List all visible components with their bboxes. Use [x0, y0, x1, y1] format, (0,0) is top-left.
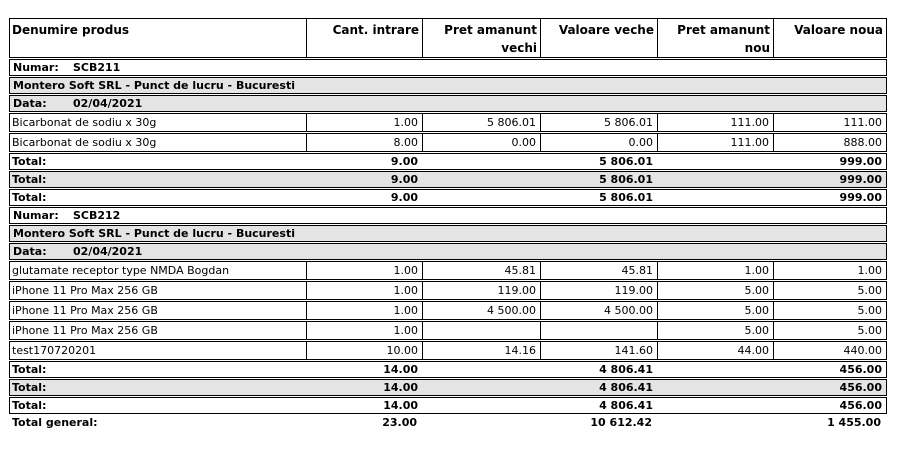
- item-old-value: 45.81: [540, 262, 657, 279]
- item-old-value: 5 806.01: [540, 114, 657, 131]
- item-qty: 1.00: [306, 282, 422, 299]
- total-new-value: 999.00: [839, 191, 882, 204]
- item-old-value: 4 500.00: [540, 302, 657, 319]
- total-qty: 9.00: [390, 155, 418, 168]
- item-new-price: 5.00: [657, 282, 773, 299]
- company-name: Montero Soft SRL - Punct de lucru - Bucuresti: [13, 227, 295, 240]
- table-row: [9, 301, 887, 320]
- table-row: [9, 281, 887, 300]
- total-qty: 14.00: [383, 363, 418, 376]
- doc-date: 02/04/2021: [73, 245, 143, 258]
- table-header: [9, 18, 887, 58]
- item-old-price: 45.81: [422, 262, 540, 279]
- item-new-value: 5.00: [773, 282, 886, 299]
- item-old-value: 119.00: [540, 282, 657, 299]
- total-qty: 9.00: [390, 173, 418, 186]
- date-row: [9, 95, 887, 112]
- date-label: Data:: [13, 245, 47, 258]
- doc-number-label: Numar:: [13, 209, 59, 222]
- item-name: glutamate receptor type NMDA Bogdan: [12, 264, 230, 277]
- item-qty: 8.00: [306, 134, 422, 151]
- total-row: [9, 189, 887, 206]
- item-old-price: [422, 322, 540, 339]
- header-product: Denumire produs: [12, 23, 130, 37]
- item-new-value: 5.00: [773, 322, 886, 339]
- item-old-value: 141.60: [540, 342, 657, 359]
- date-label: Data:: [13, 97, 47, 110]
- total-qty: 9.00: [390, 191, 418, 204]
- total-new-value: 456.00: [839, 399, 882, 412]
- item-new-value: 111.00: [773, 114, 886, 131]
- grand-total-label: Total general:: [12, 416, 98, 429]
- grand-total-qty: 23.00: [382, 416, 417, 429]
- total-qty: 14.00: [383, 381, 418, 394]
- doc-number: SCB212: [73, 209, 121, 222]
- item-qty: 1.00: [306, 302, 422, 319]
- grand-total-new-value: 1 455.00: [827, 416, 881, 429]
- total-label: Total:: [12, 381, 47, 394]
- item-new-price: 1.00: [657, 262, 773, 279]
- doc-date: 02/04/2021: [73, 97, 143, 110]
- item-old-value: 0.00: [540, 134, 657, 151]
- item-new-price: 5.00: [657, 302, 773, 319]
- total-new-value: 999.00: [839, 155, 882, 168]
- total-label: Total:: [12, 399, 47, 412]
- item-new-value: 5.00: [773, 302, 886, 319]
- item-old-price: 119.00: [422, 282, 540, 299]
- total-old-value: 4 806.41: [599, 363, 653, 376]
- doc-number-row: [9, 59, 887, 76]
- total-old-value: 4 806.41: [599, 399, 653, 412]
- item-name: iPhone 11 Pro Max 256 GB: [12, 304, 158, 317]
- doc-number-label: Numar:: [13, 61, 59, 74]
- item-name: iPhone 11 Pro Max 256 GB: [12, 284, 158, 297]
- total-label: Total:: [12, 363, 47, 376]
- header-new-price: Pret amanunt nou: [657, 19, 773, 57]
- header-old-price: Pret amanunt vechi: [422, 19, 540, 57]
- total-label: Total:: [12, 173, 47, 186]
- item-name: iPhone 11 Pro Max 256 GB: [12, 324, 158, 337]
- item-qty: 10.00: [306, 342, 422, 359]
- item-old-value: [540, 322, 657, 339]
- item-name: Bicarbonat de sodiu x 30g: [12, 116, 157, 129]
- item-old-price: 4 500.00: [422, 302, 540, 319]
- total-old-value: 5 806.01: [599, 155, 653, 168]
- table-row: [9, 113, 887, 132]
- doc-number-row: [9, 207, 887, 224]
- item-new-value: 888.00: [773, 134, 886, 151]
- total-new-value: 456.00: [839, 381, 882, 394]
- item-name: Bicarbonat de sodiu x 30g: [12, 136, 157, 149]
- item-new-value: 440.00: [773, 342, 886, 359]
- total-new-value: 999.00: [839, 173, 882, 186]
- total-label: Total:: [12, 191, 47, 204]
- total-row: [9, 379, 887, 396]
- company-row: [9, 77, 887, 94]
- grand-total-old-value: 10 612.42: [590, 416, 652, 429]
- company-row: [9, 225, 887, 242]
- total-row: [9, 171, 887, 188]
- table-row: [9, 261, 887, 280]
- item-new-price: 5.00: [657, 322, 773, 339]
- item-old-price: 5 806.01: [422, 114, 540, 131]
- total-old-value: 5 806.01: [599, 191, 653, 204]
- header-old-value: Valoare veche: [540, 19, 657, 57]
- item-new-price: 111.00: [657, 134, 773, 151]
- total-label: Total:: [12, 155, 47, 168]
- total-new-value: 456.00: [839, 363, 882, 376]
- total-old-value: 5 806.01: [599, 173, 653, 186]
- table-row: [9, 133, 887, 152]
- total-qty: 14.00: [383, 399, 418, 412]
- item-old-price: 14.16: [422, 342, 540, 359]
- header-new-value: Valoare noua: [773, 19, 886, 57]
- grand-total-row: [9, 415, 887, 432]
- company-name: Montero Soft SRL - Punct de lucru - Bucuresti: [13, 79, 295, 92]
- item-old-price: 0.00: [422, 134, 540, 151]
- report-table: [9, 18, 887, 432]
- table-row: [9, 321, 887, 340]
- total-row: [9, 153, 887, 170]
- item-new-price: 111.00: [657, 114, 773, 131]
- item-new-price: 44.00: [657, 342, 773, 359]
- total-row: [9, 361, 887, 378]
- item-qty: 1.00: [306, 262, 422, 279]
- total-row: [9, 397, 887, 414]
- date-row: [9, 243, 887, 260]
- item-qty: 1.00: [306, 322, 422, 339]
- header-qty-in: Cant. intrare: [306, 19, 422, 57]
- total-old-value: 4 806.41: [599, 381, 653, 394]
- item-new-value: 1.00: [773, 262, 886, 279]
- item-name: test170720201: [12, 344, 97, 357]
- table-row: [9, 341, 887, 360]
- item-qty: 1.00: [306, 114, 422, 131]
- doc-number: SCB211: [73, 61, 121, 74]
